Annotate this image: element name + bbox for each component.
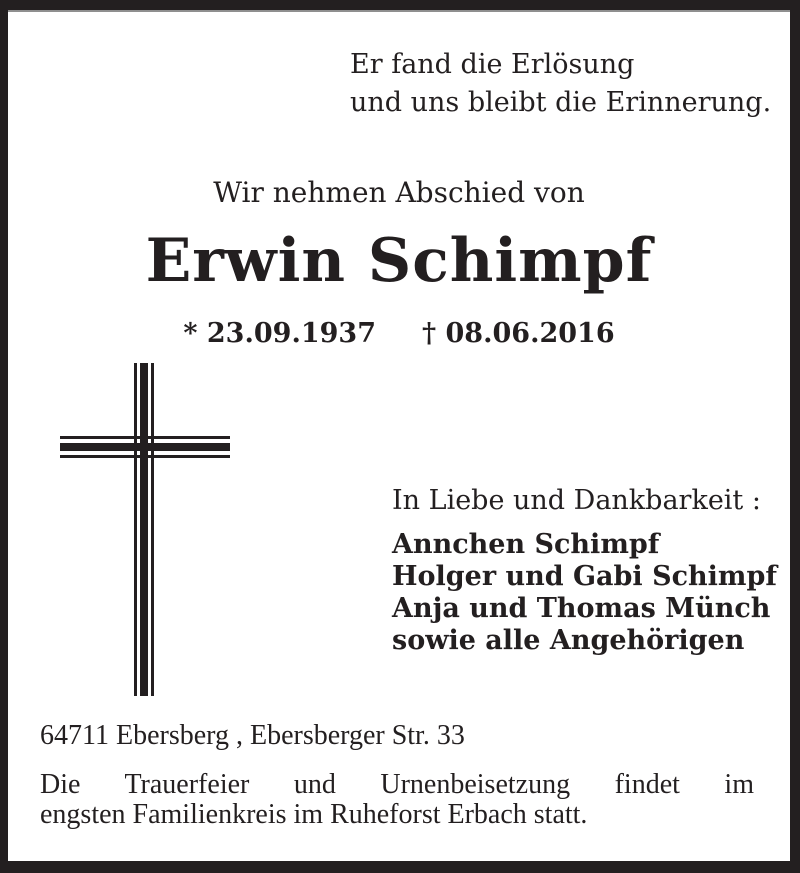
- memorial-verse: [350, 46, 771, 122]
- cross-stroke: [134, 363, 137, 696]
- funeral-info-line: engsten Familienkreis im Ruheforst Erbach statt.: [40, 799, 588, 830]
- cross-icon: [134, 363, 154, 696]
- address-line: 64711 Ebersberg , Ebersberger Str. 33: [40, 720, 465, 751]
- deceased-name: Erwin Schimpf: [145, 226, 653, 296]
- farewell-intro: Wir nehmen Abschied von: [213, 176, 585, 209]
- cross-stroke: [60, 455, 230, 458]
- closing-line: In Liebe und Dankbarkeit :: [392, 485, 761, 516]
- life-dates: [8, 318, 790, 349]
- birth-date: * 23.09.1937: [183, 318, 376, 349]
- cross-stroke: [151, 363, 154, 696]
- mourners-list: [392, 529, 777, 657]
- verse-line: Er fand die Erlösung: [350, 49, 635, 80]
- verse-line: und uns bleibt die Erinnerung.: [350, 87, 772, 118]
- mourner-name: Holger und Gabi Schimpf: [392, 561, 777, 592]
- funeral-info-line: Die Trauerfeier und Urnenbeisetzung findet im: [40, 769, 754, 800]
- mourner-name: Annchen Schimpf: [392, 529, 660, 560]
- mourner-name: sowie alle Angehörigen: [392, 625, 745, 656]
- mourner-name: Anja und Thomas Münch: [392, 593, 771, 624]
- death-date: † 08.06.2016: [422, 318, 615, 349]
- cross-icon-arm: [60, 436, 230, 458]
- cross-stroke: [60, 443, 230, 451]
- cross-stroke: [140, 363, 148, 696]
- funeral-info: [40, 770, 754, 830]
- cross-stroke: [60, 436, 230, 439]
